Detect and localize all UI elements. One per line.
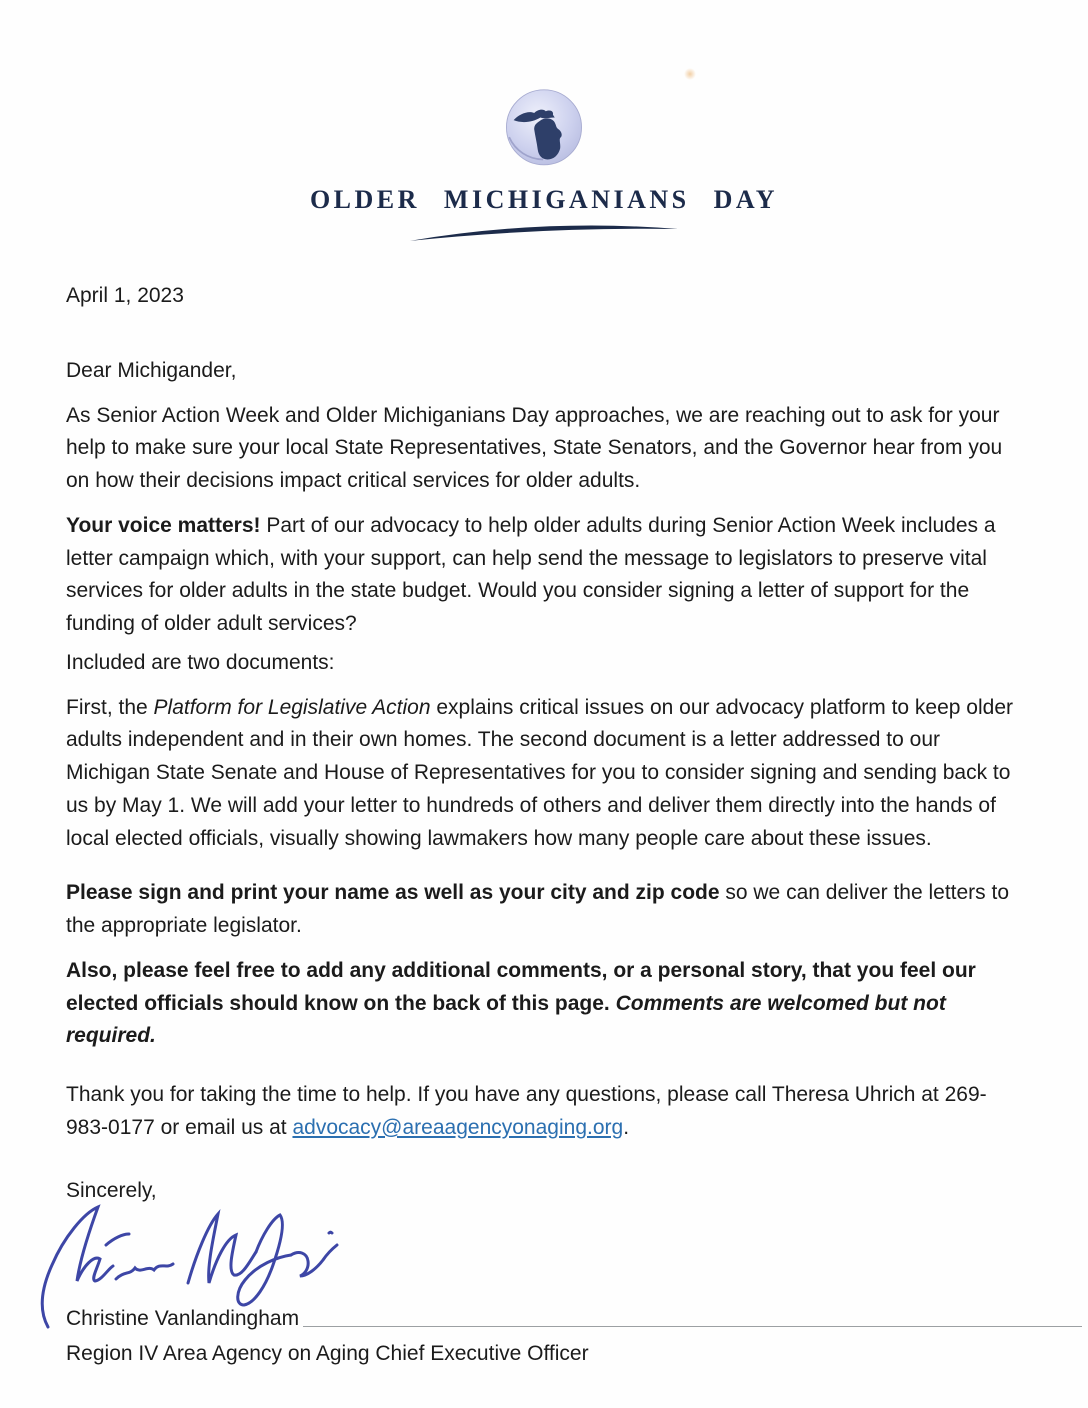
signature-rule [303, 1326, 1082, 1327]
text-segment: explains critical issues on our advocacy platform to keep older adults independent and in their own homes. The second document is a letter addressed to our Michigan State Senate and House of Representatives for you to consider signing and sending back to us by May 1. We will add your letter to hundreds of others and deliver them directly into the hands of local elected officials, visually showing lawmakers how many people care about these issues. [66, 695, 1013, 850]
signature-block [66, 1207, 1022, 1303]
older-michiganians-day-logo [499, 88, 589, 172]
text-segment: . [623, 1115, 630, 1139]
org-name: OLDER MICHIGANIANS DAY [309, 185, 779, 214]
letter-paragraph [66, 400, 1022, 498]
signature-image [36, 1201, 366, 1331]
salutation: Dear Michigander, [66, 358, 237, 382]
swoosh-underline [406, 218, 682, 244]
text-segment: As Senior Action Week and Older Michiganians Day approaches, we are reaching out to ask for your help to make sure your local State Representatives, State Senators, and the Governor hear from you on how their decisions impact critical services for older adults. [66, 403, 1003, 492]
text-segment: Part of our advocacy to help older adults during Senior Action Week includes a letter campaign which, with your support, can help send the message to legislators to preserve vital services for older adults in the state budget. Would you consider signing a letter of support for the funding of older adult services? [66, 513, 996, 635]
letter-paragraph [66, 955, 1022, 1053]
text-segment: First, the [66, 695, 154, 719]
text-segment: Comments are welcomed but not required. [66, 991, 946, 1048]
email-link[interactable]: advocacy@areaagencyonaging.org [292, 1115, 624, 1139]
text-segment: Platform for Legislative Action [153, 695, 431, 719]
letter-paragraph [66, 877, 1022, 943]
text-segment: Thank you for taking the time to help. If you have any questions, please call Theresa Uhrich at 269-983-0177 or email us at [66, 1083, 987, 1139]
text-segment: Please sign and print your name as well as your city and zip code [66, 881, 720, 905]
letter-paragraph [66, 1079, 1022, 1145]
signatory-name: Christine Vanlandingham [66, 1307, 300, 1331]
letter-paragraph [66, 647, 1022, 680]
letterhead [0, 0, 1088, 244]
text-segment: Included are two documents: [66, 650, 335, 674]
letter-body [0, 280, 1088, 1371]
letter-date: April 1, 2023 [66, 284, 184, 307]
letter-paragraph [66, 510, 1022, 641]
scan-smudge [684, 68, 696, 80]
signatory-title: Region IV Area Agency on Aging Chief Executive Officer [66, 1342, 589, 1365]
michigan-map-globe-icon [499, 88, 589, 172]
text-segment: Also, please feel free to add any additional comments, or a personal story, that you feel our elected officials should know on the back of this page. [66, 958, 976, 1015]
text-segment: Your voice matters! [66, 513, 261, 537]
closing: Sincerely, [66, 1178, 157, 1202]
letter-paragraph [66, 692, 1022, 856]
text-segment: so we can deliver the letters to the appropriate legislator. [66, 881, 1010, 937]
